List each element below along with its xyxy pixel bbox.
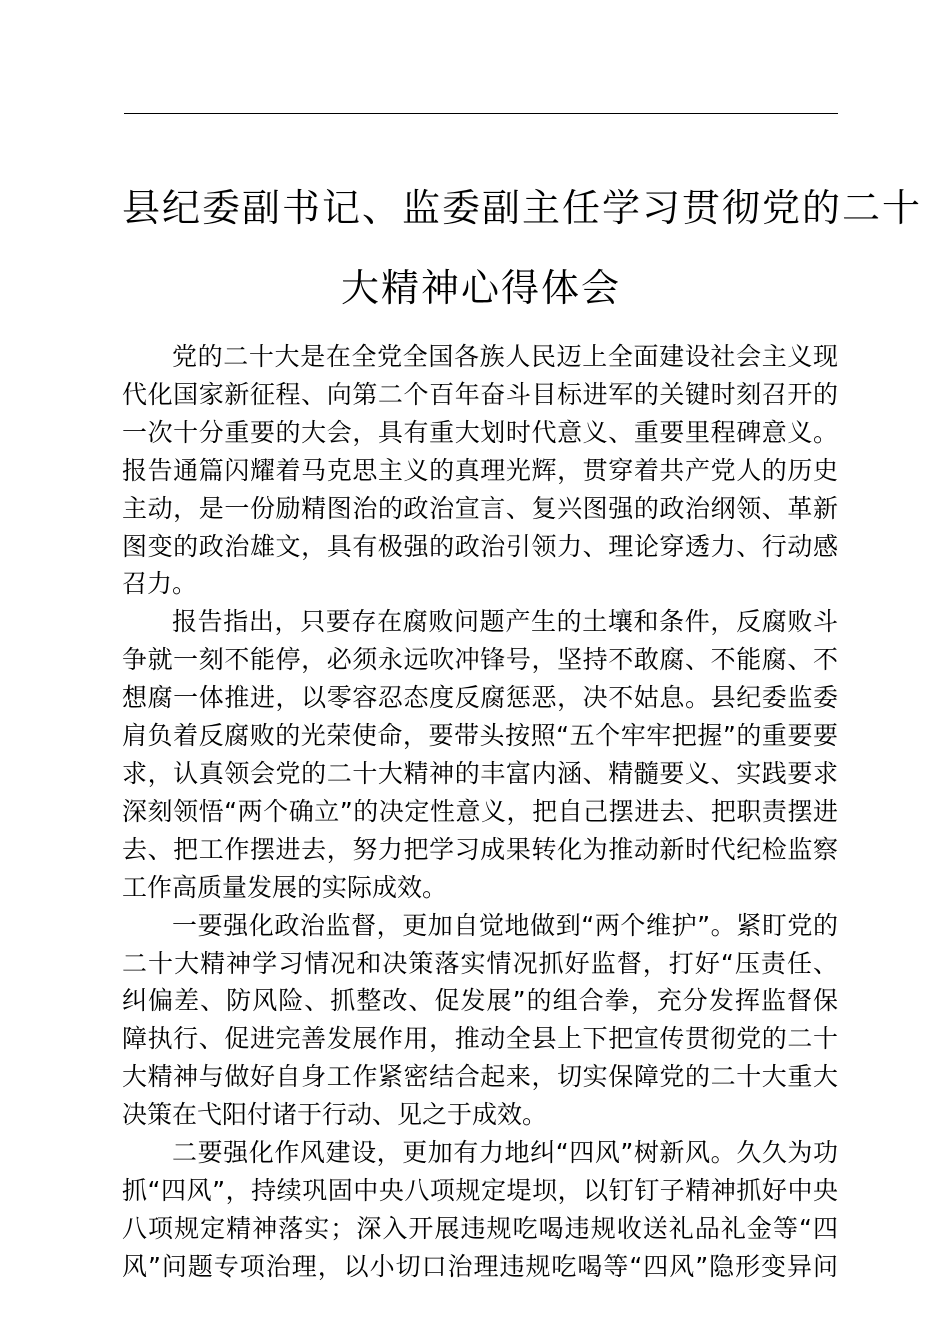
text-line: 抓“四风”，持续巩固中央八项规定堤坝，以钉钉子精神抓好中央 [122,1175,838,1205]
text-line: 工作高质量发展的实际成效。 [122,872,448,902]
document-title [122,168,923,328]
header-rule [124,113,838,114]
paragraph-4 [122,1134,838,1286]
text-line: 大精神与做好自身工作紧密结合起来，切实保障党的二十大重大 [122,1062,838,1092]
paragraph-1 [122,338,838,603]
text-line: 党的二十大是在全党全国各族人民迈上全面建设社会主义现 [172,342,838,371]
text-line: 争就一刻不能停，必须永远吹冲锋号，坚持不敢腐、不能腐、不 [122,645,838,675]
text-line: 深刻领悟“两个确立”的决定性意义，把自己摆进去、把职责摆进 [122,796,838,826]
paragraph-3 [122,907,838,1134]
text-line: 八项规定精神落实；深入开展违规吃喝违规收送礼品礼金等“四 [122,1213,838,1243]
text-line: 一要强化政治监督，更加自觉地做到“两个维护”。紧盯党的 [172,910,838,940]
text-line: 代化国家新征程、向第二个百年奋斗目标进军的关键时刻召开的 [122,379,838,409]
text-line: 二要强化作风建设，更加有力地纠“四风”树新风。久久为功 [172,1138,838,1168]
text-line: 决策在弋阳付诸于行动、见之于成效。 [122,1100,548,1130]
text-line: 纠偏差、防风险、抓整改、促发展”的组合拳，充分发挥监督保 [122,986,838,1016]
text-line: 主动，是一份励精图治的政治宣言、复兴图强的政治纲领、革新 [122,493,838,523]
document-body [122,338,838,1286]
title-line: 大精神心得体会 [340,266,621,310]
text-line: 障执行、促进完善发展作用，推动全县上下把宣传贯彻党的二十 [122,1024,838,1054]
title-line: 县纪委副书记、监委副主任学习贯彻党的二十 [122,186,923,230]
text-line: 二十大精神学习情况和决策落实情况抓好监督，打好“压责任、 [122,948,838,978]
text-line: 召力。 [122,569,198,599]
text-line: 想腐一体推进，以零容忍态度反腐惩恶，决不姑息。县纪委监委 [122,683,838,713]
text-line: 报告通篇闪耀着马克思主义的真理光辉，贯穿着共产党人的历史 [122,455,838,485]
text-line: 肩负着反腐败的光荣使命，要带头按照“五个牢牢把握”的重要要 [122,721,838,751]
paragraph-2 [122,603,838,906]
text-line: 图变的政治雄文，具有极强的政治引领力、理论穿透力、行动感 [122,531,838,561]
text-line: 去、把工作摆进去，努力把学习成果转化为推动新时代纪检监察 [122,834,838,864]
text-line: 风”问题专项治理，以小切口治理违规吃喝等“四风”隐形变异问 [122,1251,838,1281]
text-line: 一次十分重要的大会，具有重大划时代意义、重要里程碑意义。 [122,417,838,447]
text-line: 求，认真领会党的二十大精神的丰富内涵、精髓要义、实践要求 [122,758,838,788]
text-line: 报告指出，只要存在腐败问题产生的土壤和条件，反腐败斗 [172,607,838,637]
